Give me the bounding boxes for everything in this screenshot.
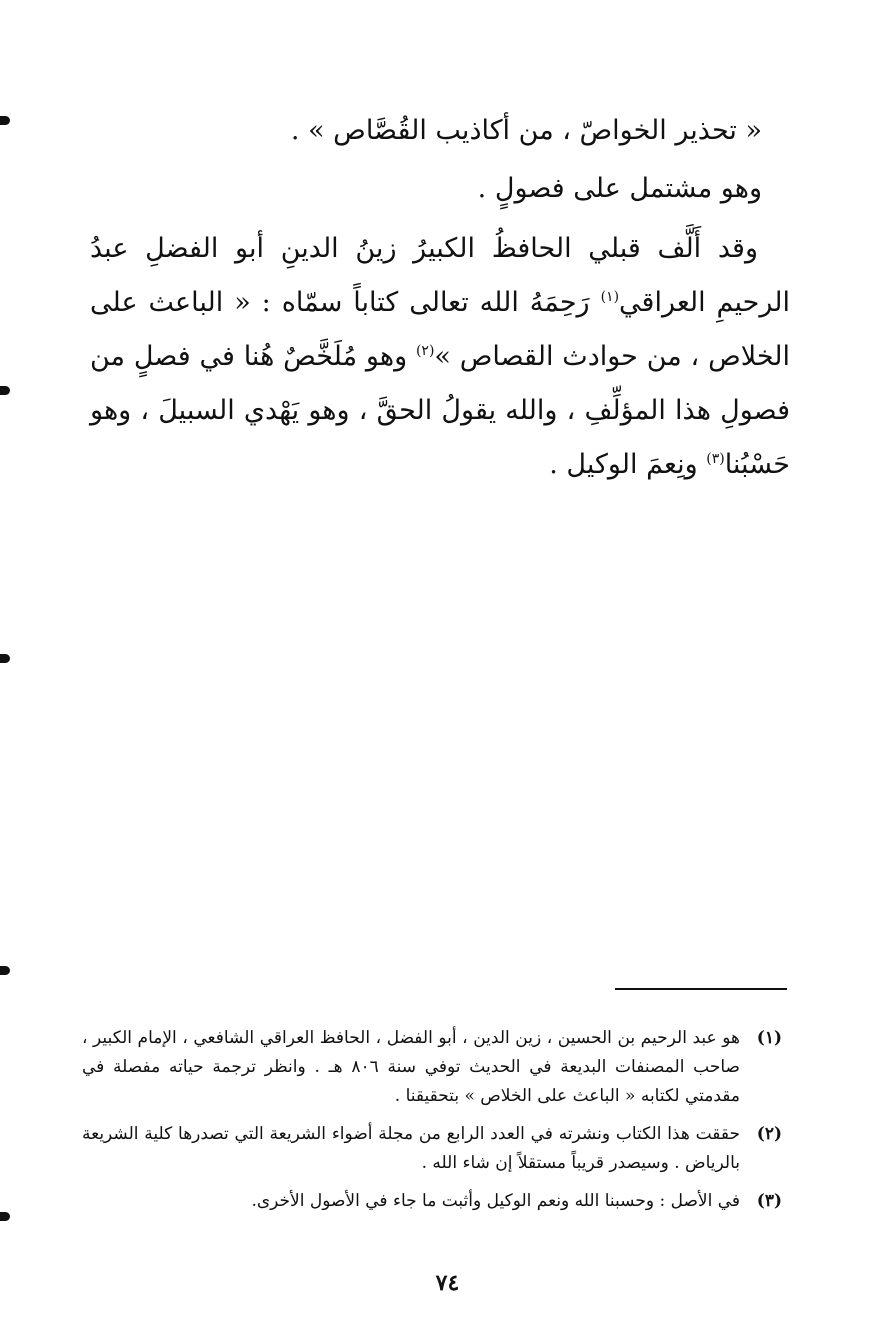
footnote-text: هو عبد الرحيم بن الحسين ، زين الدين ، أبو الفضل ، الحافظ العراقي الشافعي ، الإمام الكبير ، صاحب المصنفات البديعة في الحديث توفي سنة ٨٠٦ هـ . وانظر ترجمة حياته مفصلة في مقدمتي لكتابه « الباعث على الخلاص » بتحقيقنا . bbox=[82, 1028, 740, 1106]
main-text bbox=[90, 104, 790, 492]
paragraph-text: رَحِمَهُ الله تعالى كتاباً سمّاه : « الباعث على الخلاص ، من حوادث القصاص » bbox=[90, 287, 791, 372]
footnote-ref-1: (١) bbox=[600, 289, 620, 305]
main-paragraph bbox=[90, 222, 790, 492]
footnote-1 bbox=[82, 1024, 782, 1111]
footnote-number: (١) bbox=[756, 1028, 782, 1048]
footnote-ref-2: (٢) bbox=[415, 343, 435, 359]
scan-edge-mark bbox=[0, 654, 10, 663]
footnote-3 bbox=[82, 1187, 782, 1216]
footnote-number: (٣) bbox=[756, 1191, 782, 1211]
footnote-2 bbox=[82, 1120, 782, 1178]
paragraph-text: وهو مُلَخَّصٌ هُنا في فصلٍ من فصولِ هذا المؤلِّفِ ، والله يقولُ الحقَّ ، وهو يَهْدي السبيلَ ، وهو حَسْبُنا bbox=[90, 341, 790, 480]
scan-edge-mark bbox=[0, 116, 10, 125]
footnote-ref-3: (٣) bbox=[706, 451, 725, 467]
footnotes bbox=[82, 1024, 782, 1225]
scan-edge-mark bbox=[0, 966, 10, 975]
scan-edge-mark bbox=[0, 1212, 10, 1221]
book-title-line: « تحذير الخواصّ ، من أكاذيب القُصَّاص » . bbox=[290, 115, 762, 146]
footnote-number: (٢) bbox=[756, 1124, 782, 1144]
chapters-line: وهو مشتمل على فصولٍ . bbox=[477, 173, 762, 204]
paragraph-text: ونِعمَ الوكيل . bbox=[549, 449, 707, 480]
paragraph-text: وقد أَلَّف قبلي الحافظُ الكبيرُ زينُ الدينِ أبو الفضلِ عبدُ الرحيمِ العراقي bbox=[90, 233, 790, 318]
page-number: ٧٤ bbox=[435, 1270, 460, 1296]
scan-edge-mark bbox=[0, 386, 10, 395]
footnote-text: حققت هذا الكتاب ونشرته في العدد الرابع من مجلة أضواء الشريعة التي تصدرها كلية الشريعة بالرياض . وسيصدر قريباً مستقلاً إن شاء الله . bbox=[82, 1124, 740, 1173]
footnote-text: في الأصل : وحسبنا الله ونعم الوكيل وأثبت ما جاء في الأصول الأخرى. bbox=[251, 1191, 740, 1211]
footnote-separator bbox=[615, 988, 787, 990]
